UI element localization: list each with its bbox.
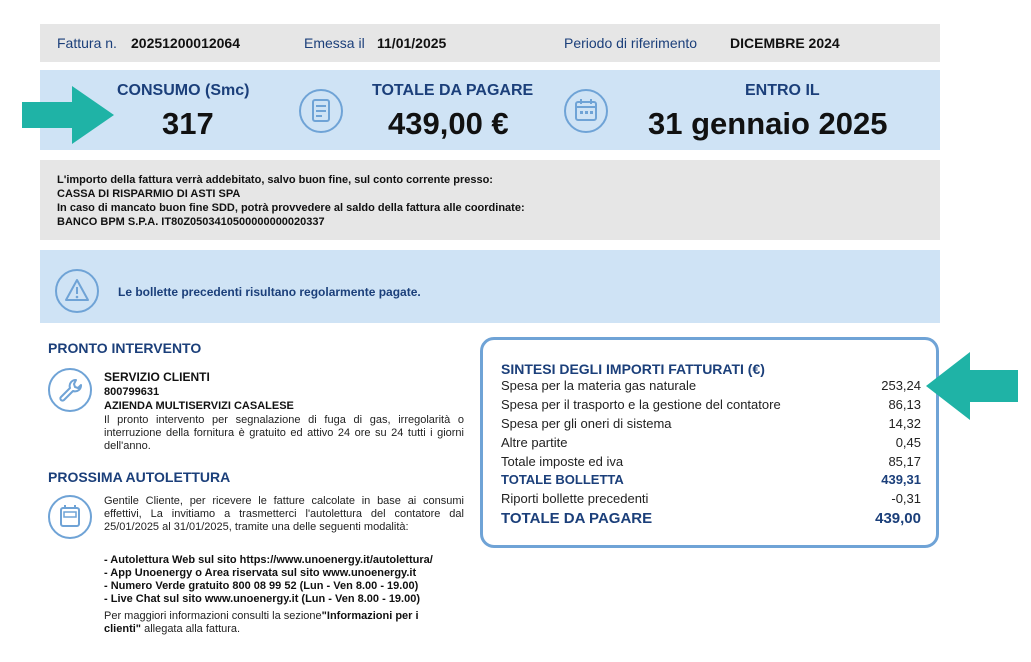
sintesi-row [501,454,921,469]
sintesi-row [501,397,921,412]
sintesi-importi-box [480,337,939,548]
due-label: ENTRO IL [745,82,820,99]
row-value: -0,31 [891,491,921,506]
payment-line-1: L'importo della fattura verrà addebitato, salvo buon fine, sul conto corrente presso: [57,174,493,186]
autolettura-option-app[interactable]: - App Unoenergy o Area riservata sul sito www.unoenergy.it [104,567,417,579]
row-label: TOTALE BOLLETTA [501,472,624,487]
row-value: 14,32 [888,416,921,431]
row-label: Spesa per il trasporto e la gestione del contatore [501,397,781,412]
autolettura-option-phone[interactable]: - Numero Verde gratuito 800 08 99 52 (Lun - Ven 8.00 - 19.00) [104,580,419,592]
footer-post: allegata alla fattura. [141,623,241,635]
invoice-number: 20251200012064 [131,35,241,51]
autolettura-option-web[interactable]: - Autolettura Web sul sito https://www.unoenergy.it/autolettura/ [104,554,433,566]
row-value: 439,00 [875,510,921,527]
payment-info [40,160,940,240]
consumption-value: 317 [162,106,214,141]
total-value: 439,00 € [388,106,509,141]
footer-pre: Per maggiori informazioni consulti la sezione [104,610,322,622]
wrench-icon [48,368,92,412]
notice-text: Le bollette precedenti risultano regolarmente pagate. [118,285,421,299]
sintesi-row-totale-bolletta [501,472,921,487]
service-company: AZIENDA MULTISERVIZI CASALESE [104,400,294,412]
receipt-icon [299,89,343,133]
row-label: Spesa per la materia gas naturale [501,378,697,393]
row-value: 253,24 [881,378,921,393]
row-label: Riporti bollette precedenti [501,491,649,506]
row-value: 439,31 [881,472,921,487]
sintesi-row [501,378,921,393]
summary-band [40,70,940,150]
sintesi-row [501,435,921,450]
calendar-icon [564,89,608,133]
arrow-left-icon [926,352,1018,420]
invoice-header [40,24,940,62]
row-value: 85,17 [888,454,921,469]
footer-bold-1: "Informazioni per i [321,610,419,622]
autolettura-intro: Gentile Cliente, per ricevere le fatture calcolate in base ai consumi effettivi, La invitiamo a trasmetterci l'autolettura del contatore dal 25/01/2025 al 31/01/2025, tramite una delle seguenti modalità: [104,495,464,533]
total-label: TOTALE DA PAGARE [372,82,534,99]
issued-date: 11/01/2025 [377,35,447,51]
sintesi-title: SINTESI DEGLI IMPORTI FATTURATI (€) [501,361,765,377]
period-value: DICEMBRE 2024 [730,35,840,51]
footer-bold-2: clienti" [104,623,142,635]
meter-icon [48,495,92,539]
arrow-right-icon [22,86,114,144]
payment-line-4: BANCO BPM S.P.A. IT80Z0503410500000000020337 [57,216,325,228]
row-label: TOTALE DA PAGARE [501,510,653,527]
payment-line-2: CASSA DI RISPARMIO DI ASTI SPA [57,188,241,200]
row-label: Spesa per gli oneri di sistema [501,416,672,431]
sintesi-row-totale-da-pagare [501,510,921,527]
due-date: 31 gennaio 2025 [648,106,888,141]
intervento-description: Il pronto intervento per segnalazione di fuga di gas, irregolarità o interruzione della fornitura è gratuito ed attivo 24 ore su 24 tutti i giorni dell'anno. [104,414,464,452]
consumption-label: CONSUMO (Smc) [117,82,250,99]
row-value: 0,45 [895,435,921,450]
service-name: SERVIZIO CLIENTI [104,370,210,384]
warning-icon [55,269,99,313]
autolettura-title: PROSSIMA AUTOLETTURA [48,469,231,485]
payment-status-notice [40,250,940,323]
row-label: Totale imposte ed iva [501,454,624,469]
issued-label: Emessa il [304,35,365,51]
autolettura-footer [104,610,464,636]
payment-line-3: In caso di mancato buon fine SDD, potrà provvedere al saldo della fattura alle coordinate: [57,202,525,214]
sintesi-row [501,416,921,431]
row-value: 86,13 [888,397,921,412]
sintesi-row [501,491,921,506]
period-label: Periodo di riferimento [564,35,698,51]
service-phone[interactable]: 800799631 [104,386,160,398]
row-label: Altre partite [501,435,568,450]
pronto-intervento-title: PRONTO INTERVENTO [48,340,202,356]
autolettura-option-chat[interactable]: - Live Chat sul sito www.unoenergy.it (Lun - Ven 8.00 - 19.00) [104,593,421,605]
invoice-number-label: Fattura n. [57,35,117,51]
